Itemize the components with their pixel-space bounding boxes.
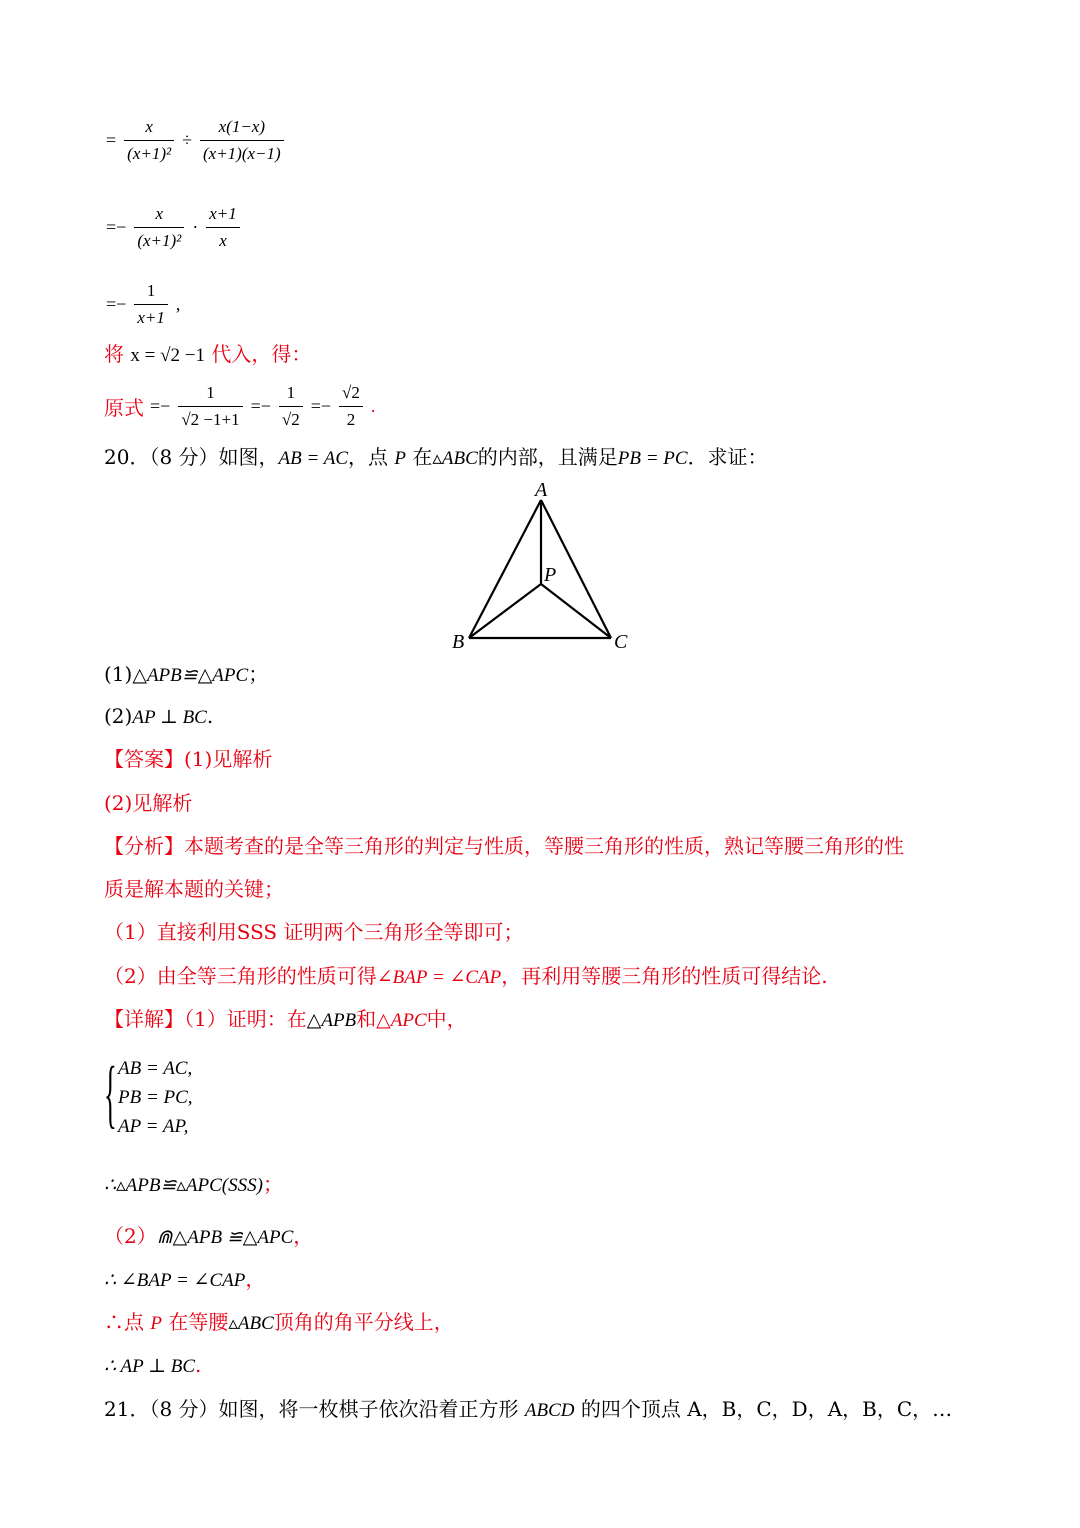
detail-intro: 【详解】（1）证明：在△APB和△APC中，: [104, 1007, 467, 1031]
answer-line-1: 【答案】(1)见解析: [104, 747, 273, 771]
detail-final: ∴ AP ⊥ BC.: [104, 1353, 202, 1377]
fraction: $\frac{1}{√2 -1+1}$: [178, 382, 242, 431]
label-a: A: [535, 479, 548, 501]
triangle-figure: [440, 478, 640, 658]
fraction: $\frac{x}{\text{(x+1)²}}$: [124, 116, 174, 165]
detail-conclusion-1: ∴▵APB≌▵APC(SSS)；: [104, 1172, 283, 1196]
fraction: $\frac{1}{x+1}$: [134, 280, 168, 329]
system-brace: {: [104, 1052, 117, 1136]
label-c: C: [614, 631, 628, 653]
label-p: P: [544, 564, 557, 586]
analysis-line-1: 【分析】本题考查的是全等三角形的判定与性质，等腰三角形的性质，熟记等腰三角形的性: [104, 834, 904, 858]
fraction: $\frac{x+1}{x}$: [206, 203, 240, 252]
fraction: $\frac{1}{√2}$: [279, 382, 303, 431]
analysis-step-2: （2）由全等三角形的性质可得∠BAP = ∠CAP，再利用等腰三角形的性质可得结论.: [104, 964, 828, 988]
simplify-step-1: = $\frac{x}{\text{(x+1)²}}$ ÷ $\frac{x(1-x)}{(x+1)(x-1)}$: [104, 116, 286, 165]
detail-part-2: （2）⋒△APB ≌△APC，: [104, 1224, 314, 1248]
equation-system: AB = AC, PB = PC, AP = AP,: [118, 1058, 193, 1137]
detail-angle: ∴ ∠BAP = ∠CAP，: [104, 1267, 266, 1291]
edge-ab: [469, 500, 541, 638]
analysis-step-1: （1）直接利用SSS 证明两个三角形全等即可；: [104, 920, 524, 944]
simplify-step-2: =− $\frac{x}{\text{(x+1)²}}$ · $\frac{x+1}{x}$: [104, 203, 242, 252]
question-21-stem: 21．（8 分）如图，将一枚棋子依次沿着正方形 ABCD 的四个顶点 A，B，C，D，A，B，C，…: [104, 1397, 953, 1421]
edge-pc: [541, 584, 611, 638]
simplify-step-3: =− $\frac{1}{x+1}$ ,: [106, 281, 181, 327]
substitute-line: 将 x = √2 −1 代入，得：: [104, 342, 312, 366]
question-20-part-2: (2)AP ⊥ BC.: [104, 704, 214, 728]
fraction: $\frac{√2}{2}$: [339, 382, 363, 431]
label-b: B: [452, 631, 465, 653]
result-line: 原式 =− $\frac{1}{√2 -1+1}$ =− $\frac{1}{√2}$ =− $\frac{√2}{2}$ .: [104, 383, 376, 429]
fraction: $\frac{x}{\text{(x+1)²}}$: [134, 203, 184, 252]
analysis-line-2: 质是解本题的关键；: [104, 877, 284, 901]
detail-bisector: ∴点 P 在等腰▵ABC顶角的角平分线上，: [104, 1310, 454, 1334]
fraction: $\frac{x(1-x)}{(x+1)(x-1)}$: [200, 116, 284, 165]
question-20-stem: 20．（8 分）如图，AB = AC，点 P 在▵ABC的内部，且满足PB = PC．求证：: [104, 445, 768, 469]
answer-line-2: (2)见解析: [104, 791, 193, 815]
edge-pb: [469, 584, 541, 638]
question-20-part-1: (1)△APB≌△APC；: [104, 662, 269, 686]
